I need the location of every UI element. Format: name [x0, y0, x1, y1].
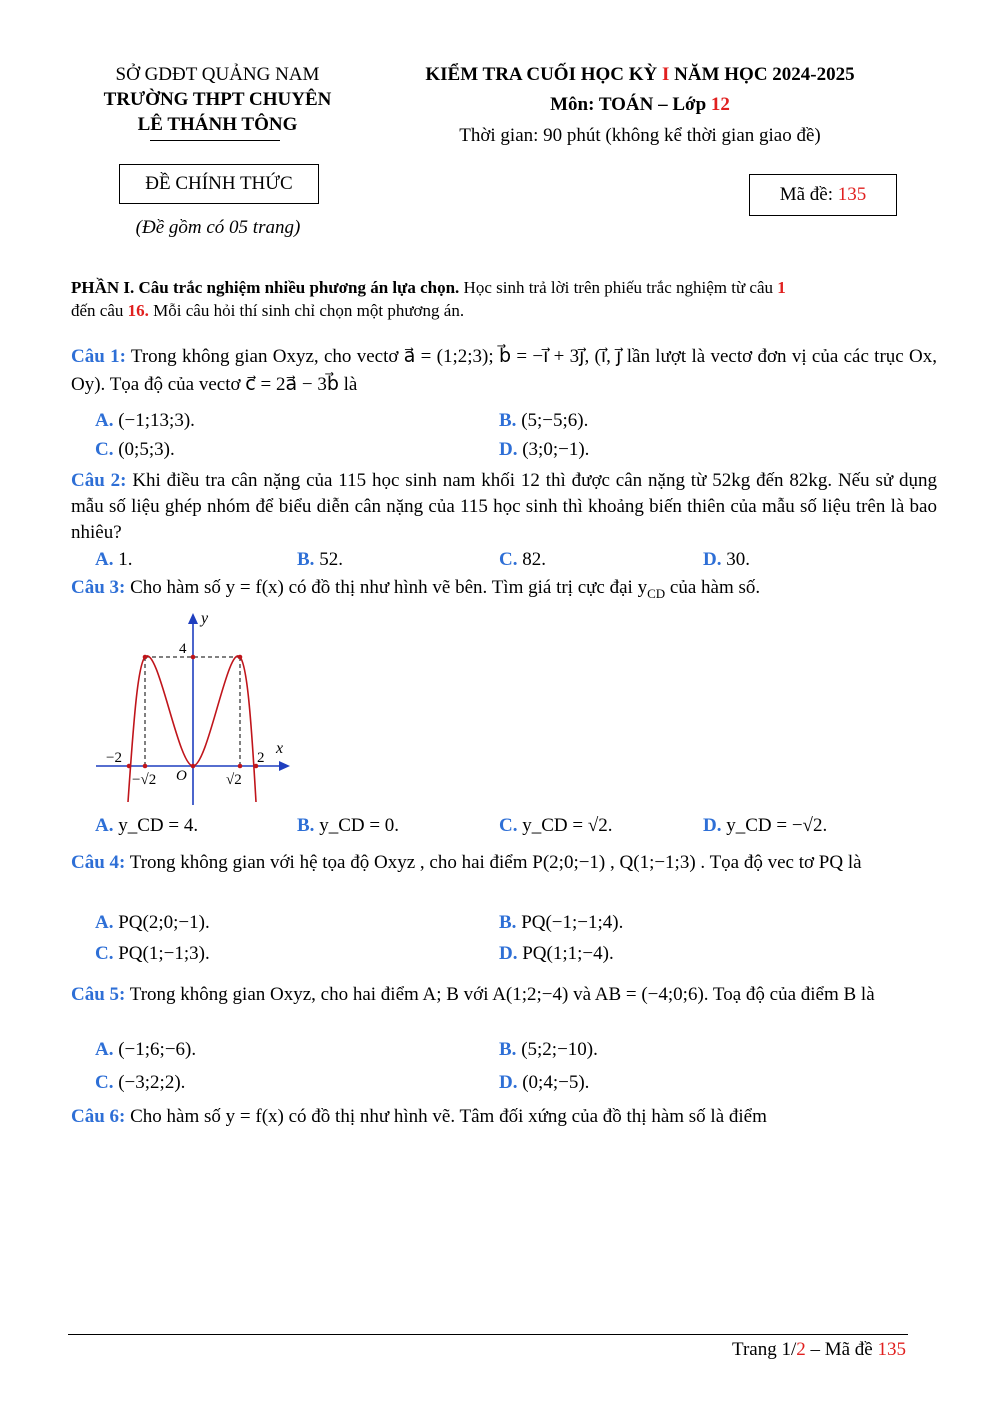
q4-option-b[interactable]: B. PQ(−1;−1;4). [499, 912, 624, 933]
subject-line: Môn: TOÁN – Lớp 12 [550, 94, 730, 115]
q5-option-b[interactable]: B. (5;2;−10). [499, 1039, 598, 1060]
label-neg-sqrt2: −√2 [132, 772, 157, 788]
school-underline [150, 140, 280, 141]
part1-intro: PHẦN I. Câu trắc nghiệm nhiều phương án lựa chọn. Học sinh trả lời trên phiếu trắc nghiệm từ câu 1 đến câu 16. Mỗi câu hỏi thí sinh chỉ chọn một phương án. [71, 278, 786, 320]
q1-option-a[interactable]: A. (−1;13;3). [95, 410, 195, 431]
q2-option-a[interactable]: A. 1. [95, 549, 133, 570]
point-origin [191, 764, 196, 769]
label-2: 2 [257, 750, 265, 766]
point-max-left [143, 655, 148, 660]
q5-option-c[interactable]: C. (−3;2;2). [95, 1072, 186, 1093]
x-axis-label: x [276, 740, 284, 757]
point-neg-sqrt2 [143, 764, 148, 769]
q3-option-b[interactable]: B. y_CD = 0. [297, 815, 400, 836]
q3-option-c[interactable]: C. y_CD = √2. [499, 815, 613, 836]
school-line1: TRƯỜNG THPT CHUYÊN [103, 89, 332, 110]
q1-option-b[interactable]: B. (5;−5;6). [499, 410, 589, 431]
q4-option-a[interactable]: A. PQ(2;0;−1). [95, 912, 210, 933]
question-4: Câu 4: Trong không gian với hệ tọa độ Oxyz , cho hai điểm P(2;0;−1) , Q(1;−1;3) . Tọa độ vec tơ PQ là [71, 852, 862, 873]
q2-option-d[interactable]: D. 30. [703, 549, 750, 570]
q1-option-d[interactable]: D. (3;0;−1). [499, 439, 590, 460]
q3-option-a[interactable]: A. y_CD = 4. [95, 815, 199, 836]
point-sqrt2 [238, 764, 243, 769]
question-5: Câu 5: Trong không gian Oxyz, cho hai điểm A; B với A(1;2;−4) và AB = (−4;0;6). Toạ độ của điểm B là [71, 984, 875, 1005]
label-neg2: −2 [106, 750, 122, 766]
q5-option-a[interactable]: A. (−1;6;−6). [95, 1039, 197, 1060]
q4-option-d[interactable]: D. PQ(1;1;−4). [499, 943, 614, 964]
q2-option-b[interactable]: B. 52. [297, 549, 343, 570]
y-axis-label: y [201, 610, 209, 627]
q2-option-c[interactable]: C. 82. [499, 549, 546, 570]
exam-title: KIỂM TRA CUỐI HỌC KỲ I NĂM HỌC 2024-2025 [425, 64, 855, 85]
official-box: ĐỀ CHÍNH THỨC [119, 164, 319, 204]
q3-option-d[interactable]: D. y_CD = −√2. [703, 815, 828, 836]
label-4: 4 [179, 641, 187, 657]
question-6: Câu 6: Cho hàm số y = f(x) có đồ thị như hình vẽ. Tâm đối xứng của đồ thị hàm số là điểm [71, 1106, 767, 1127]
exam-time: Thời gian: 90 phút (không kể thời gian giao đề) [459, 125, 821, 146]
point-neg2 [127, 764, 132, 769]
x-axis-arrow-icon [279, 761, 290, 771]
question-2: Câu 2: Khi điều tra cân nặng của 115 học sinh nam khối 12 thì được cân nặng từ 52kg đến 82kg. Nếu sử dụng mẫu số liệu ghép nhóm để biểu diễn cân nặng của 115 học sinh thì khoảng biến thiên của mẫu số liệu trên là bao nhiêu? [71, 470, 937, 543]
function-graph [90, 605, 300, 810]
point-y4 [191, 655, 196, 660]
label-origin: O [176, 768, 187, 784]
point-max-right [238, 655, 243, 660]
q4-option-c[interactable]: C. PQ(1;−1;3). [95, 943, 210, 964]
pages-note: (Đề gồm có 05 trang) [135, 217, 301, 238]
y-axis-arrow-icon [188, 613, 198, 624]
question-3: Câu 3: Cho hàm số y = f(x) có đồ thị như hình vẽ bên. Tìm giá trị cực đại $y_{CD}$ của hàm số. [71, 577, 761, 601]
exam-code-box: Mã đề: 135 [749, 174, 897, 216]
footer-rule [68, 1334, 908, 1335]
q5-option-d[interactable]: D. (0;4;−5). [499, 1072, 590, 1093]
school-line2: LÊ THÁNH TÔNG [137, 114, 298, 135]
q1-option-c[interactable]: C. (0;5;3). [95, 439, 175, 460]
page-footer: Trang 1/2 – Mã đề 135 [732, 1339, 906, 1360]
dept-name: SỞ GDĐT QUẢNG NAM [115, 64, 320, 85]
label-sqrt2: √2 [226, 772, 242, 788]
question-1: Câu 1: Trong không gian Oxyz, cho vectơ a⃗ = (1;2;3); b⃗ = −i⃗ + 3j⃗, (i⃗, j⃗ lần lượt là vectơ đơn vị của các trục Ox, Oy). Tọa độ của vectơ c⃗ = 2a⃗ − 3b⃗ là [71, 346, 937, 395]
